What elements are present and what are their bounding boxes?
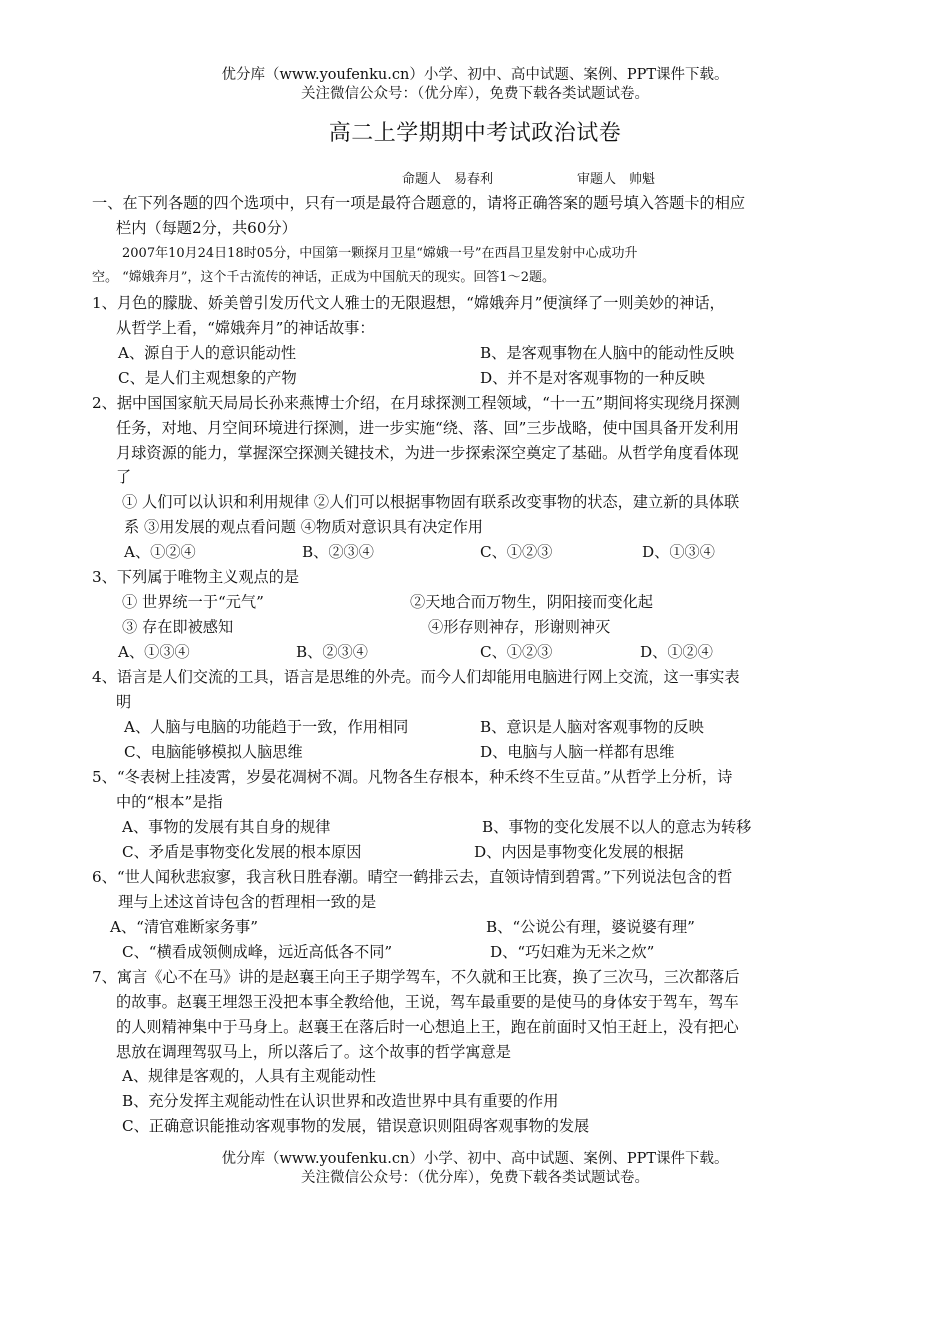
q7-stem-2: 的故事。赵襄王埋怨王没把本事全教给他，王说，驾车最重要的是使马的身体安于驾车，驾车 <box>116 993 739 1011</box>
q4-option-b: B、意识是人脑对客观事物的反映 <box>480 718 704 736</box>
section-instructions-1: 一、在下列各题的四个选项中，只有一项是最符合题意的，请将正确答案的题号填入答题卡的相应 <box>92 194 746 212</box>
q6-option-c: C、“横看成领侧成峰，远近高低各不同” <box>122 943 393 961</box>
section-instructions-2: 栏内（每题2分，共60分） <box>116 219 297 237</box>
q2-stem-1: 2、据中国国家航天局局长孙来燕博士介绍，在月球探测工程领域，“十一五”期间将实现绕月探测 <box>92 394 740 412</box>
reviewer-name: 审题人 帅魁 <box>577 172 656 187</box>
header-line-2: 关注微信公众号：（优分库），免费下载各类试题试卷。 <box>301 86 649 102</box>
exam-title: 高二上学期期中考试政治试卷 <box>328 121 622 146</box>
q5-option-d: D、内因是事物变化发展的根据 <box>474 843 684 861</box>
passage-line-1: 2007年10月24日18时05分，中国第一颗探月卫星“嫦娥一号”在西昌卫星发射中心成功升 <box>122 246 638 261</box>
q2-stem-4: 了 <box>116 468 132 486</box>
q1-option-a: A、源自于人的意识能动性 <box>118 344 297 362</box>
q6-stem-1: 6、“世人闻秋悲寂寥，我言秋日胜春潮。晴空一鹤排云去，直领诗情到碧霄。”下列说法包含的哲 <box>92 868 733 886</box>
q5-option-a: A、事物的发展有其自身的规律 <box>122 818 331 836</box>
q7-option-b: B、充分发挥主观能动性在认识世界和改造世界中具有重要的作用 <box>122 1092 559 1110</box>
q1-option-b: B、是客观事物在人脑中的能动性反映 <box>480 344 735 362</box>
q5-stem-1: 5、“冬表树上挂凌霄，岁晏花凋树不凋。凡物各生存根本，种禾终不生豆苗。”从哲学上分析，诗 <box>92 768 733 786</box>
page-header <box>0 66 950 104</box>
q3-item-2: ②天地合而万物生，阴阳接而变化起 <box>410 593 653 611</box>
q1-option-d: D、并不是对客观事物的一种反映 <box>480 369 705 387</box>
q7-stem-4: 思放在调理驾驭马上，所以落后了。这个故事的哲学寓意是 <box>116 1043 511 1061</box>
q5-stem-2: 中的“根本”是指 <box>116 793 223 811</box>
footer-line-1: 优分库（www.youfenku.cn）小学、初中、高中试题、案例、PPT课件下载。 <box>221 1151 729 1167</box>
page-footer <box>0 1150 950 1188</box>
q2-option-b: B、②③④ <box>302 543 374 561</box>
q3-option-c: C、①②③ <box>480 643 553 661</box>
header-line-1: 优分库（www.youfenku.cn）小学、初中、高中试题、案例、PPT课件下载。 <box>221 67 729 83</box>
q3-item-3: ③ 存在即被感知 <box>122 618 234 636</box>
q2-option-d: D、①③④ <box>642 543 715 561</box>
q7-stem-3: 的人则精神集中于马身上。赵襄王在落后时一心想追上王，跑在前面时又怕王赶上，没有把心 <box>116 1018 739 1036</box>
q7-stem-1: 7、寓言《心不在马》讲的是赵襄王向王子期学驾车，不久就和王比赛，换了三次马，三次都落后 <box>92 968 740 986</box>
q4-option-a: A、人脑与电脑的功能趋于一致，作用相同 <box>124 718 409 736</box>
q3-option-d: D、①②④ <box>640 643 713 661</box>
q5-option-c: C、矛盾是事物变化发展的根本原因 <box>122 843 362 861</box>
footer-line-2: 关注微信公众号：（优分库），免费下载各类试题试卷。 <box>301 1170 649 1186</box>
q2-option-c: C、①②③ <box>480 543 553 561</box>
q1-stem-2: 从哲学上看，“嫦娥奔月”的神话故事： <box>116 319 375 337</box>
q4-stem-1: 4、语言是人们交流的工具，语言是思维的外壳。而今人们却能用电脑进行网上交流，这一事实表 <box>92 668 740 686</box>
q3-item-4: ④形存则神存，形谢则神灭 <box>428 618 611 636</box>
q4-stem-2: 明 <box>116 693 132 711</box>
q1-option-c: C、是人们主观想象的产物 <box>118 369 297 387</box>
q3-option-b: B、②③④ <box>296 643 368 661</box>
q4-option-d: D、电脑与人脑一样都有思维 <box>480 743 675 761</box>
q6-option-a: A、“清官难断家务事” <box>110 918 258 936</box>
q6-stem-2: 理与上述这首诗包含的哲理相一致的是 <box>118 893 377 911</box>
q2-option-a: A、①②④ <box>124 543 196 561</box>
q2-items-1: ① 人们可以认识和利用规律 ②人们可以根据事物固有联系改变事物的状态，建立新的具体联 <box>122 493 740 511</box>
q3-stem: 3、下列属于唯物主义观点的是 <box>92 568 300 586</box>
q2-stem-3: 月球资源的能力，掌握深空探测关键技术，为进一步探索深空奠定了基础。从哲学角度看体现 <box>116 444 739 462</box>
q6-option-d: D、“巧妇难为无米之炊” <box>490 943 655 961</box>
q7-option-c: C、正确意识能推动客观事物的发展，错误意识则阻碍客观事物的发展 <box>122 1117 590 1135</box>
q3-option-a: A、①③④ <box>118 643 190 661</box>
q4-option-c: C、电脑能够模拟人脑思维 <box>124 743 303 761</box>
q2-items-2: 系 ③用发展的观点看问题 ④物质对意识具有决定作用 <box>124 518 483 536</box>
setter-name: 命题人 易春利 <box>402 172 494 187</box>
q6-option-b: B、“公说公有理，婆说婆有理” <box>486 918 695 936</box>
q3-item-1: ① 世界统一于“元气” <box>122 593 264 611</box>
q7-option-a: A、规律是客观的，人具有主观能动性 <box>122 1067 376 1085</box>
q1-stem-1: 1、月色的朦胧、娇美曾引发历代文人雅士的无限遐想，“嫦娥奔月”便演绎了一则美妙的神话， <box>92 294 725 312</box>
q2-stem-2: 任务，对地、月空间环境进行探测，进一步实施“绕、落、回”三步战略，使中国具备开发利用 <box>116 419 740 437</box>
passage-line-2: 空。 “嫦娥奔月”，这个千古流传的神话，正成为中国航天的现实。回答1～2题。 <box>92 270 555 285</box>
q5-option-b: B、事物的变化发展不以人的意志为转移 <box>482 818 752 836</box>
